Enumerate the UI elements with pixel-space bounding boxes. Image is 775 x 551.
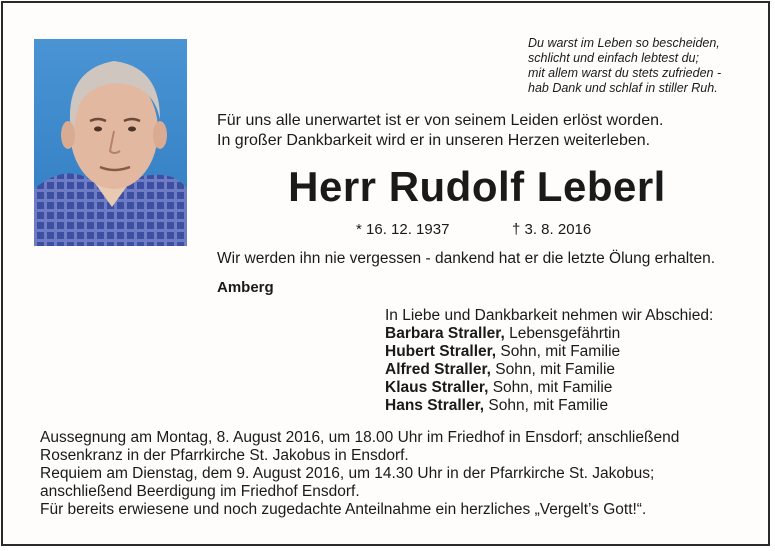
mourner-name: Alfred Straller, xyxy=(385,361,491,378)
service-line: Requiem am Dienstag, dem 9. August 2016, um 14.30 Uhr in der Pfarrkirche St. Jakobus; xyxy=(40,465,655,482)
place-name: Amberg xyxy=(217,279,274,296)
intro-text xyxy=(217,111,663,151)
service-line: Rosenkranz in der Pfarrkirche St. Jakobus in Ensdorf. xyxy=(40,447,409,464)
mourner-row xyxy=(385,325,713,343)
service-line: anschließend Beerdigung im Friedhof Ensdorf. xyxy=(40,483,360,500)
intro-line: In großer Dankbarkeit wird er in unseren Herzen weiterleben. xyxy=(217,132,651,149)
mourner-row xyxy=(385,343,713,361)
obituary-notice xyxy=(1,1,770,546)
mourner-name: Hans Straller, xyxy=(385,397,485,414)
mourner-relation: Sohn, mit Familie xyxy=(484,397,609,414)
poem-line: schlicht und einfach lebtest du; xyxy=(528,51,699,65)
poem-line: hab Dank und schlaf in stiller Ruh. xyxy=(528,81,718,95)
service-line: Für bereits erwiesene und noch zugedachte Anteilnahme ein herzliches „Vergelt’s Gott!“. xyxy=(40,501,647,518)
poem xyxy=(528,36,768,96)
mourner-row xyxy=(385,379,713,397)
mourner-relation: Sohn, mit Familie xyxy=(490,361,616,378)
death-date: † 3. 8. 2016 xyxy=(512,221,592,238)
mourner-row xyxy=(385,397,713,415)
mourner-name: Hubert Straller, xyxy=(385,343,497,360)
poem-line: mit allem warst du stets zufrieden - xyxy=(528,66,722,80)
poem-line: Du warst im Leben so bescheiden, xyxy=(528,36,720,50)
mourner-relation: Sohn, mit Familie xyxy=(496,343,621,360)
mourners-heading: In Liebe und Dankbarkeit nehmen wir Abschied: xyxy=(385,307,714,324)
mourner-relation: Sohn, mit Familie xyxy=(488,379,613,396)
birth-date: * 16. 12. 1937 xyxy=(356,221,450,238)
service-details xyxy=(40,429,679,519)
mourner-name: Klaus Straller, xyxy=(385,379,489,396)
portrait-illustration xyxy=(34,39,187,246)
intro-line: Für uns alle unerwartet ist er von seinem Leiden erlöst worden. xyxy=(217,112,664,129)
mourner-relation: Lebensgefährtin xyxy=(504,325,621,342)
mourners-block xyxy=(385,307,713,415)
deceased-name: Herr Rudolf Leberl xyxy=(288,163,666,210)
remembrance-line: Wir werden ihn nie vergessen - dankend hat er die letzte Ölung erhalten. xyxy=(217,250,716,267)
mourner-row xyxy=(385,361,713,379)
mourner-name: Barbara Straller, xyxy=(385,325,505,342)
portrait-photo xyxy=(34,39,187,246)
service-line: Aussegnung am Montag, 8. August 2016, um 18.00 Uhr im Friedhof in Ensdorf; anschließend xyxy=(40,429,680,446)
